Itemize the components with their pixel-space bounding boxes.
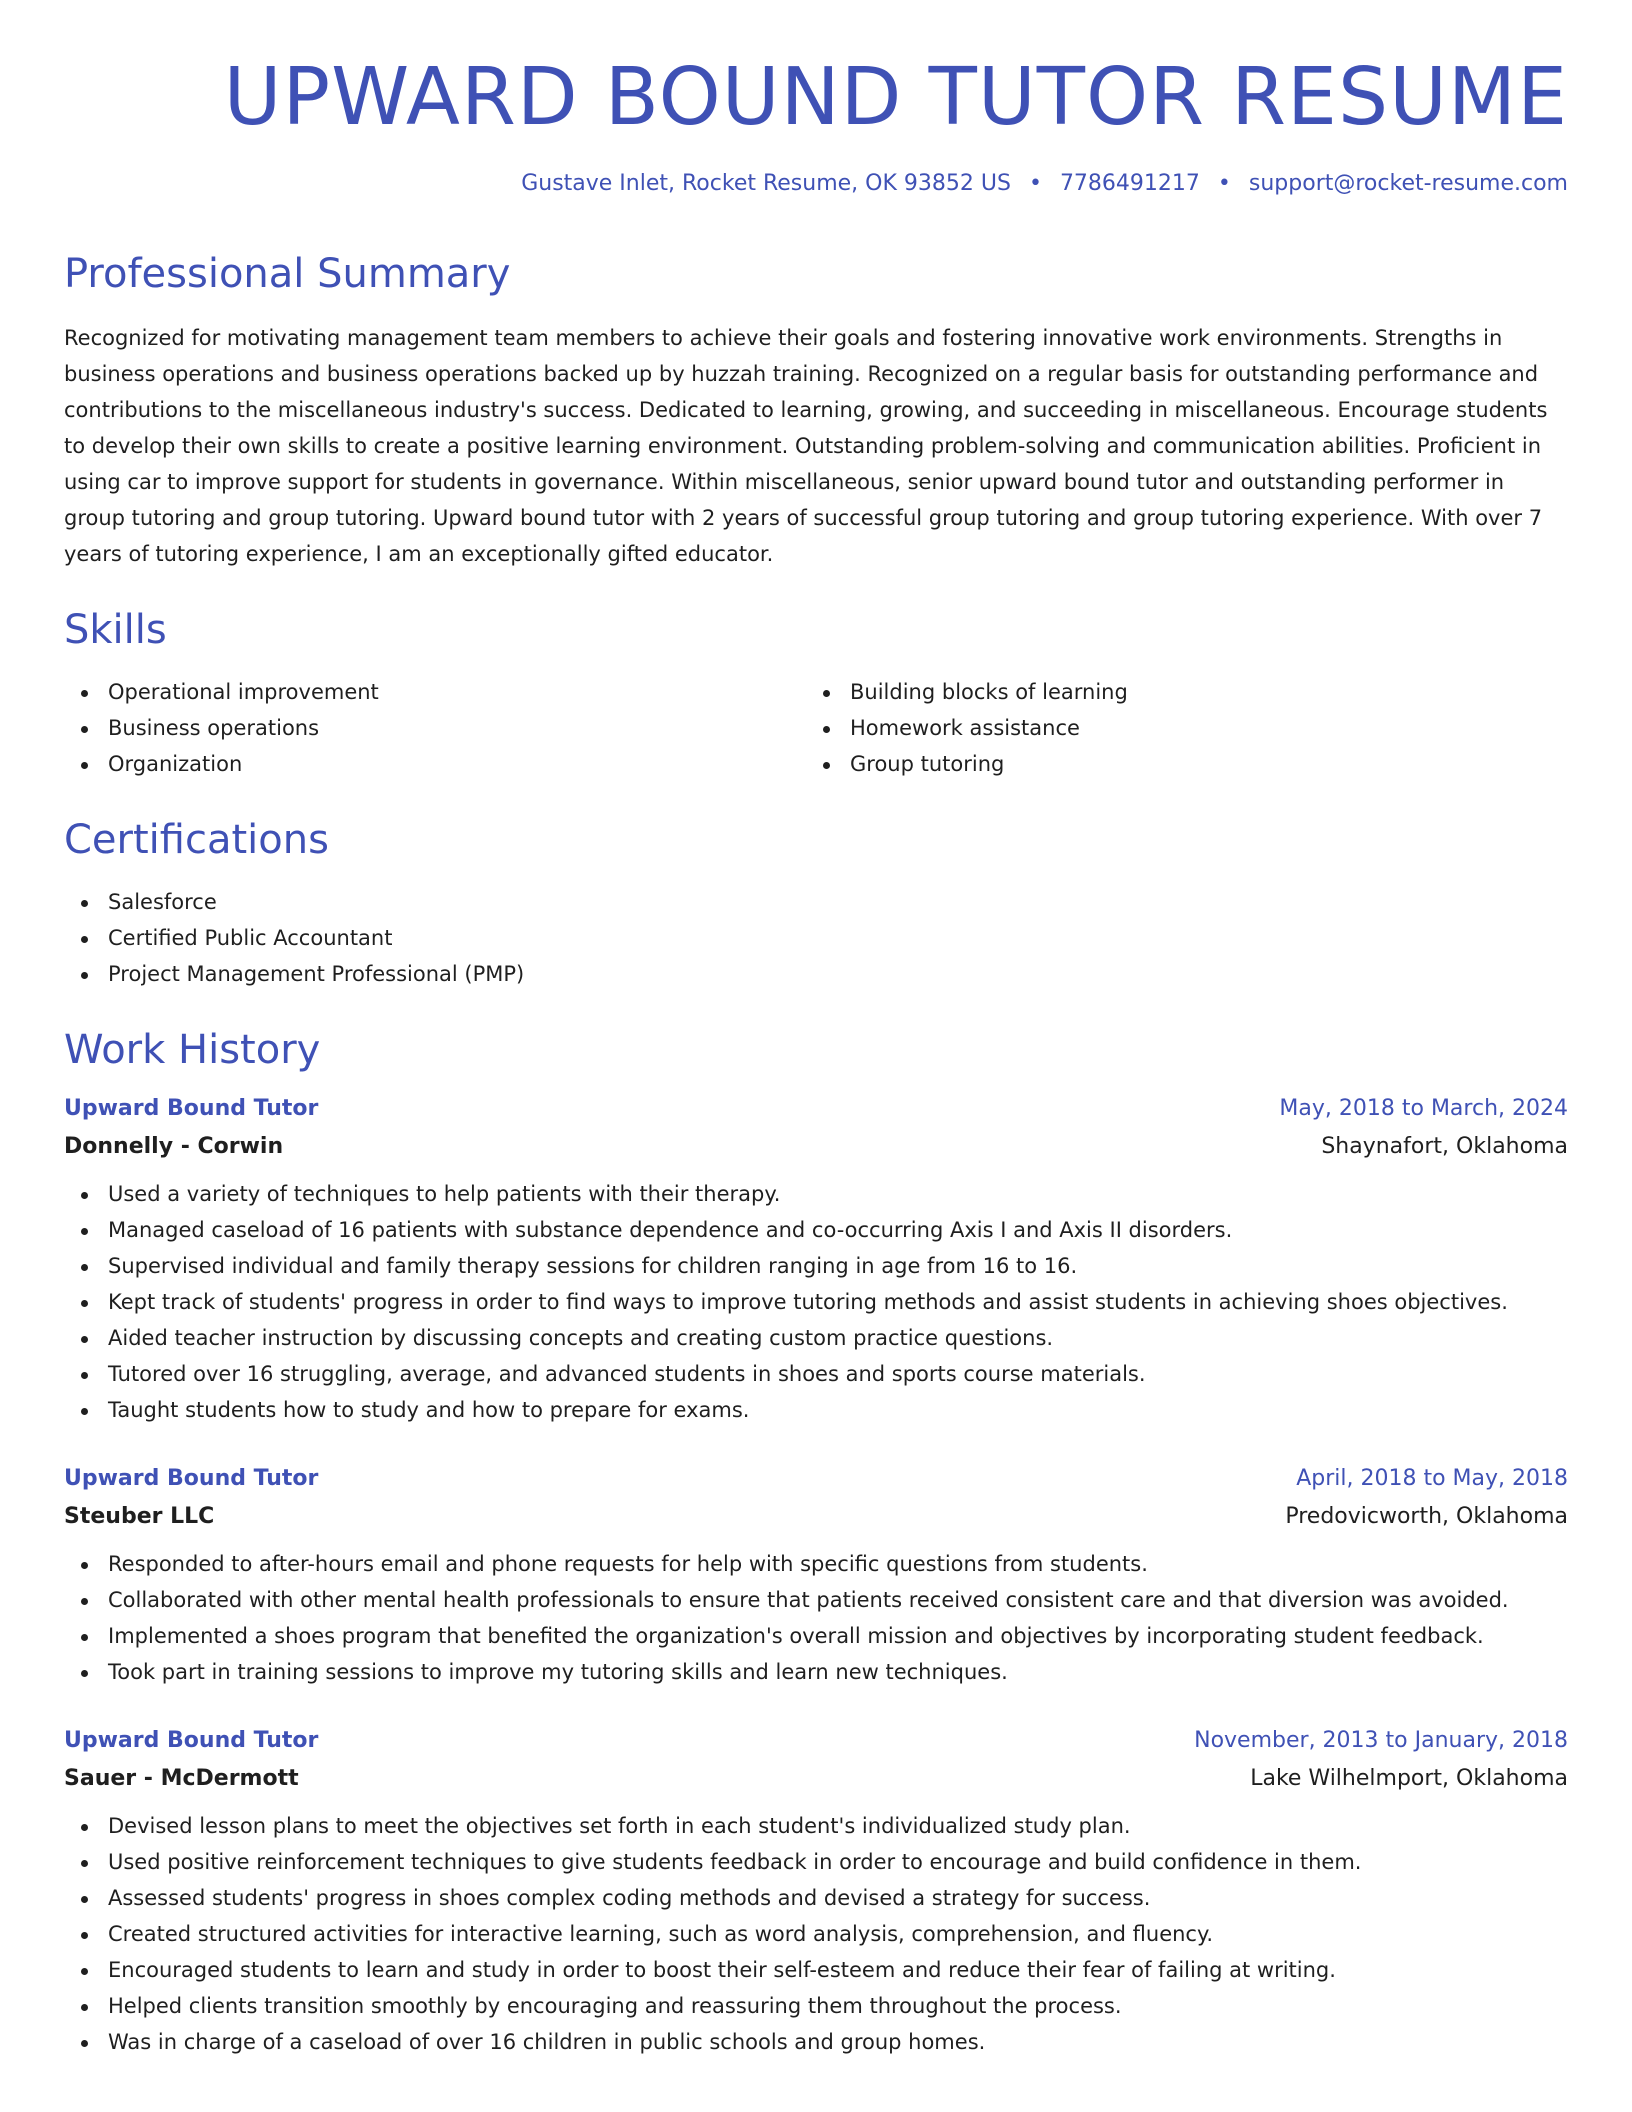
job-company: Donnelly - Corwin [64,1134,284,1159]
skills-list-right [806,674,1548,782]
duty-item: Used a variety of techniques to help patients with their therapy. [64,1176,1568,1212]
contact-phone: 7786491217 [1059,171,1200,196]
job-title: Upward Bound Tutor [64,1466,319,1491]
duty-item: Created structured activities for interactive learning, such as word analysis, comprehension, and fluency. [64,1916,1568,1952]
job-location: Lake Wilhelmport, Oklahoma [1250,1766,1568,1791]
contact-address: Gustave Inlet, Rocket Resume, OK 93852 US [521,171,1011,196]
duty-item: Aided teacher instruction by discussing concepts and creating custom practice questions. [64,1320,1568,1356]
duty-item: Used positive reinforcement techniques to give students feedback in order to encourage and build confidence in them. [64,1844,1568,1880]
skills-columns [64,674,1568,782]
certifications-heading: Certifications [64,817,329,863]
duty-item: Kept track of students' progress in order to find ways to improve tutoring methods and assist students in achieving shoes objectives. [64,1284,1568,1320]
duty-item: Collaborated with other mental health professionals to ensure that patients received consistent care and that diversion was avoided. [64,1582,1568,1618]
skill-item: Business operations [64,710,806,746]
duty-item: Supervised individual and family therapy sessions for children ranging in age from 16 to 16. [64,1248,1568,1284]
contact-email: support@rocket-resume.com [1248,171,1568,196]
certification-item: Certified Public Accountant [64,920,1568,956]
job-duties [64,1546,1568,1690]
job-title: Upward Bound Tutor [64,1728,319,1753]
duty-item: Tutored over 16 struggling, average, and advanced students in shoes and sports course materials. [64,1356,1568,1392]
duty-item: Managed caseload of 16 patients with substance dependence and co-occurring Axis I and Axis II disorders. [64,1212,1568,1248]
skills-heading: Skills [64,607,167,653]
resume-page [64,0,1568,2060]
summary-heading: Professional Summary [64,251,511,297]
certification-item: Project Management Professional (PMP) [64,956,1568,992]
job-company: Steuber LLC [64,1504,215,1529]
certifications-list [64,884,1568,992]
job-entry [64,1726,1568,2060]
duty-item: Implemented a shoes program that benefited the organization's overall mission and objectives by incorporating student feedback. [64,1618,1568,1654]
job-entry [64,1464,1568,1690]
duty-item: Taught students how to study and how to prepare for exams. [64,1392,1568,1428]
job-location: Shaynafort, Oklahoma [1321,1134,1568,1159]
job-entry [64,1094,1568,1428]
job-duties [64,1176,1568,1428]
work-history-heading: Work History [64,1027,321,1073]
job-location: Predovicworth, Oklahoma [1285,1504,1568,1529]
contact-separator: • [1028,171,1042,196]
certification-item: Salesforce [64,884,1568,920]
page-title: UPWARD BOUND TUTOR RESUME [223,51,1568,143]
duty-item: Encouraged students to learn and study in order to boost their self-esteem and reduce their fear of failing at writing. [64,1952,1568,1988]
job-dates: April, 2018 to May, 2018 [1296,1466,1568,1491]
contact-separator: • [1217,171,1231,196]
skill-item: Organization [64,746,806,782]
job-company: Sauer - McDermott [64,1766,299,1791]
duty-item: Took part in training sessions to improve my tutoring skills and learn new techniques. [64,1654,1568,1690]
contact-line [64,171,1568,196]
resume-header [64,0,1568,196]
duty-item: Assessed students' progress in shoes complex coding methods and devised a strategy for success. [64,1880,1568,1916]
job-dates: May, 2018 to March, 2024 [1279,1096,1568,1121]
job-title: Upward Bound Tutor [64,1096,319,1121]
summary-text: Recognized for motivating management team members to achieve their goals and fostering innovative work environments. Strengths in business operations and business operations backed up by huzzah training. Recognized on a regular basis for outstanding performance and contributions to the miscellaneous industry's success. Dedicated to learning, growing, and succeeding in miscellaneous. Encourage students to develop their own skills to create a positive learning environment. Outstanding problem-solving and communication abilities. Proficient in using car to improve support for students in governance. Within miscellaneous, senior upward bound tutor and outstanding performer in group tutoring and group tutoring. Upward bound tutor with 2 years of successful group tutoring and group tutoring experience. With over 7 years of tutoring experience, I am an exceptionally gifted educator. [64,326,1548,566]
skills-list-left [64,674,806,782]
skill-item: Building blocks of learning [806,674,1548,710]
job-dates: November, 2013 to January, 2018 [1194,1728,1568,1753]
skill-item: Homework assistance [806,710,1548,746]
job-duties [64,1808,1568,2060]
skill-item: Group tutoring [806,746,1548,782]
duty-item: Responded to after-hours email and phone requests for help with specific questions from students. [64,1546,1568,1582]
skill-item: Operational improvement [64,674,806,710]
duty-item: Was in charge of a caseload of over 16 children in public schools and group homes. [64,2024,1568,2060]
duty-item: Devised lesson plans to meet the objectives set forth in each student's individualized study plan. [64,1808,1568,1844]
duty-item: Helped clients transition smoothly by encouraging and reassuring them throughout the process. [64,1988,1568,2024]
